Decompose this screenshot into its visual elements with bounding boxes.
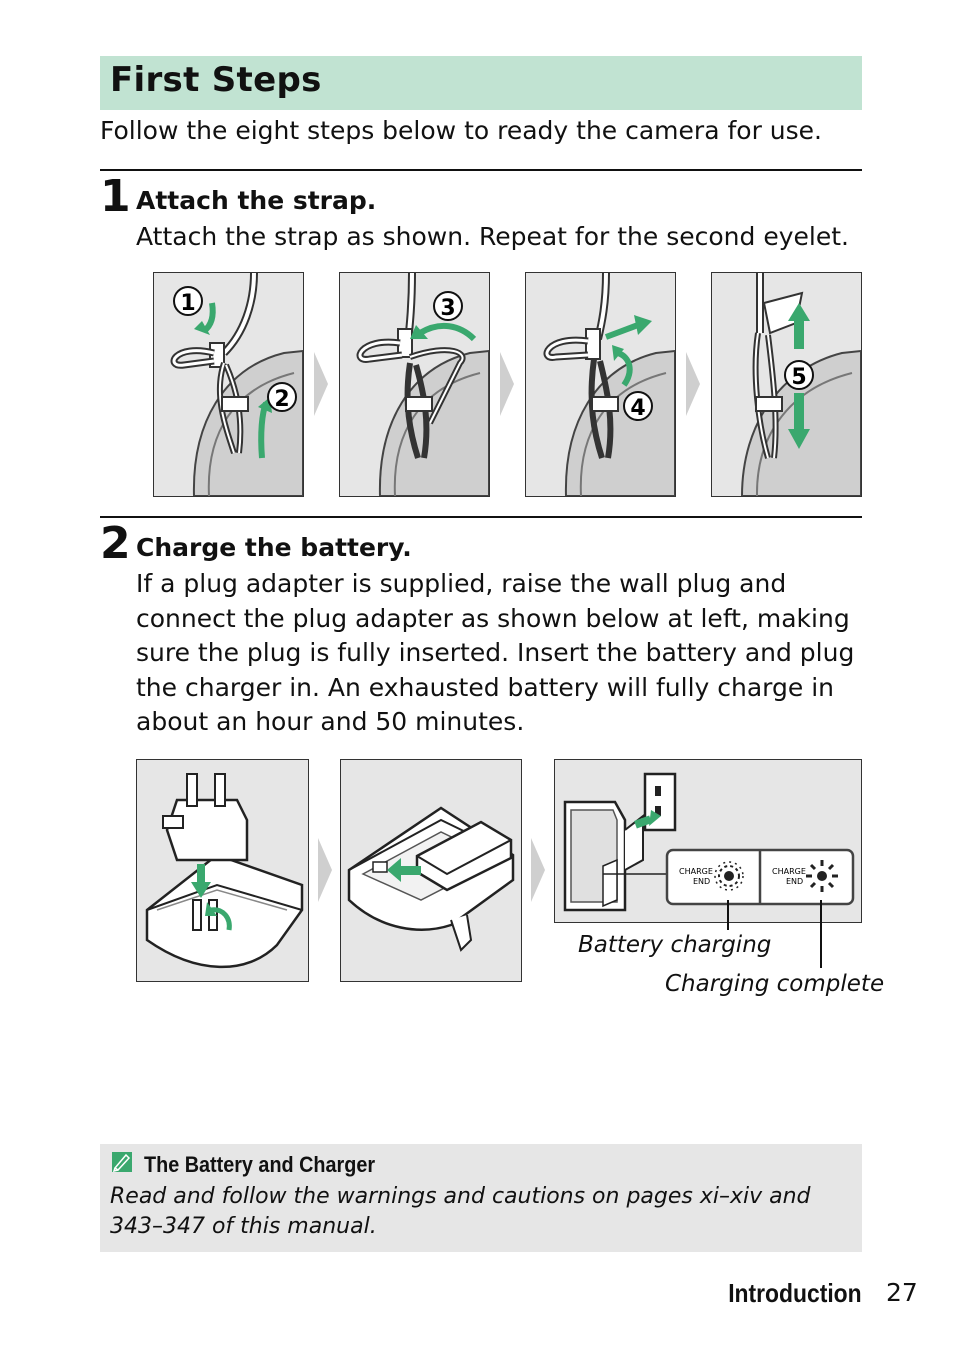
callout-4: 4 [630,396,646,421]
intro-text: Follow the eight steps below to ready the camera for use. [100,116,822,145]
callout-5: 5 [791,365,807,390]
step-2-number: 2 [100,518,131,569]
charge-lamp-label: CHARGE [679,867,713,876]
caption-charging-complete: Charging complete [665,971,885,997]
strap-illustration-4 [711,272,862,497]
step-1-divider [100,169,862,171]
end-lamp-label: END [693,877,711,886]
chevron-right-icon [500,352,514,416]
end-lamp-label: END [786,877,804,886]
leader-line-complete [820,900,822,968]
step-1-body: Attach the strap as shown. Repeat for the second eyelet. [136,222,849,251]
callout-1: 1 [180,291,196,316]
footer-section: Introduction [728,1278,862,1308]
step-2-title: Charge the battery. [136,533,412,562]
strap-illustration-2 [339,272,490,497]
note-title: The Battery and Charger [144,1152,376,1177]
strap-illustration-3 [525,272,676,497]
step-1-number: 1 [100,171,131,222]
note-body: Read and follow the warnings and cautions on pages xi–xiv and 343–347 of this manual. [110,1184,811,1239]
chevron-right-icon [531,838,545,902]
leader-line-charging [727,900,729,930]
charge-lamp-label: CHARGE [772,867,806,876]
page-number: 27 [886,1278,918,1307]
caption-battery-charging: Battery charging [578,932,772,958]
chevron-right-icon [686,352,700,416]
page-title: First Steps [110,60,322,100]
chevron-right-icon [314,352,328,416]
title-bar [100,56,862,110]
step-1-title: Attach the strap. [136,186,377,215]
step-2-divider [100,516,862,518]
note-box [100,1144,862,1252]
step-2-body: If a plug adapter is supplied, raise the wall plug and connect the plug adapter as shown below at left, making sure the plug is fully inserted. Insert the battery and plug the charger in. An exhausted battery will fully charge in about an hour and 50 minutes. [136,569,855,737]
callout-2: 2 [274,387,290,412]
strap-illustration-1 [153,272,304,497]
battery-insert-illustration [340,759,522,982]
callout-3: 3 [440,296,456,321]
pencil-check-icon [112,1152,132,1172]
plug-adapter-illustration [136,759,309,982]
charger-in-wall-illustration [554,759,862,923]
chevron-right-icon [318,838,332,902]
